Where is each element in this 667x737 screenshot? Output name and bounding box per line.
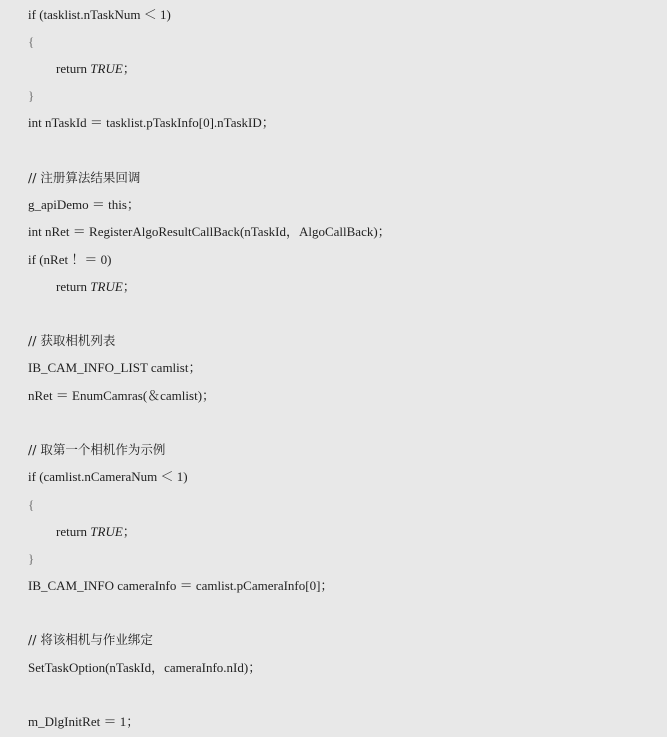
literal: TRUE [90, 524, 123, 539]
code-line: if (nRet ！＝ 0) [28, 252, 112, 267]
code-line: m_DlgInitRet ＝ 1； [28, 714, 140, 729]
code-comment: // 注册算法结果回调 [28, 170, 141, 185]
code-line: int nTaskId ＝ tasklist.pTaskInfo[0].nTaskID； [28, 115, 275, 130]
code-comment: // 取第一个相机作为示例 [28, 442, 166, 457]
literal: TRUE [90, 279, 123, 294]
keyword: return [56, 524, 91, 539]
code-line: SetTaskOption(nTaskId，cameraInfo.nId)； [28, 660, 262, 675]
code-line: if (camlist.nCameraNum ＜ 1) [28, 469, 188, 484]
literal: TRUE [90, 61, 123, 76]
code-line [56, 278, 136, 296]
code-comment: // 获取相机列表 [28, 333, 116, 348]
code-line: } [28, 551, 35, 566]
terminator: ； [122, 524, 136, 539]
code-line: IB_CAM_INFO_LIST camlist； [28, 360, 202, 375]
code-line: } [28, 88, 35, 103]
code-line: { [28, 497, 35, 512]
keyword: return [56, 279, 91, 294]
terminator: ； [122, 279, 136, 294]
code-line: g_apiDemo ＝ this； [28, 197, 140, 212]
code-comment: // 将该相机与作业绑定 [28, 632, 153, 647]
code-line: int nRet ＝ RegisterAlgoResultCallBack(nTaskId，AlgoCallBack)； [28, 224, 391, 239]
keyword: return [56, 61, 91, 76]
code-line [56, 523, 136, 541]
code-line [56, 60, 136, 78]
code-line: IB_CAM_INFO cameraInfo ＝ camlist.pCameraInfo[0]； [28, 578, 334, 593]
terminator: ； [122, 61, 136, 76]
code-line: if (tasklist.nTaskNum ＜ 1) [28, 7, 171, 22]
code-line: { [28, 34, 35, 49]
code-line: nRet ＝ EnumCamras(＆camlist)； [28, 388, 216, 403]
